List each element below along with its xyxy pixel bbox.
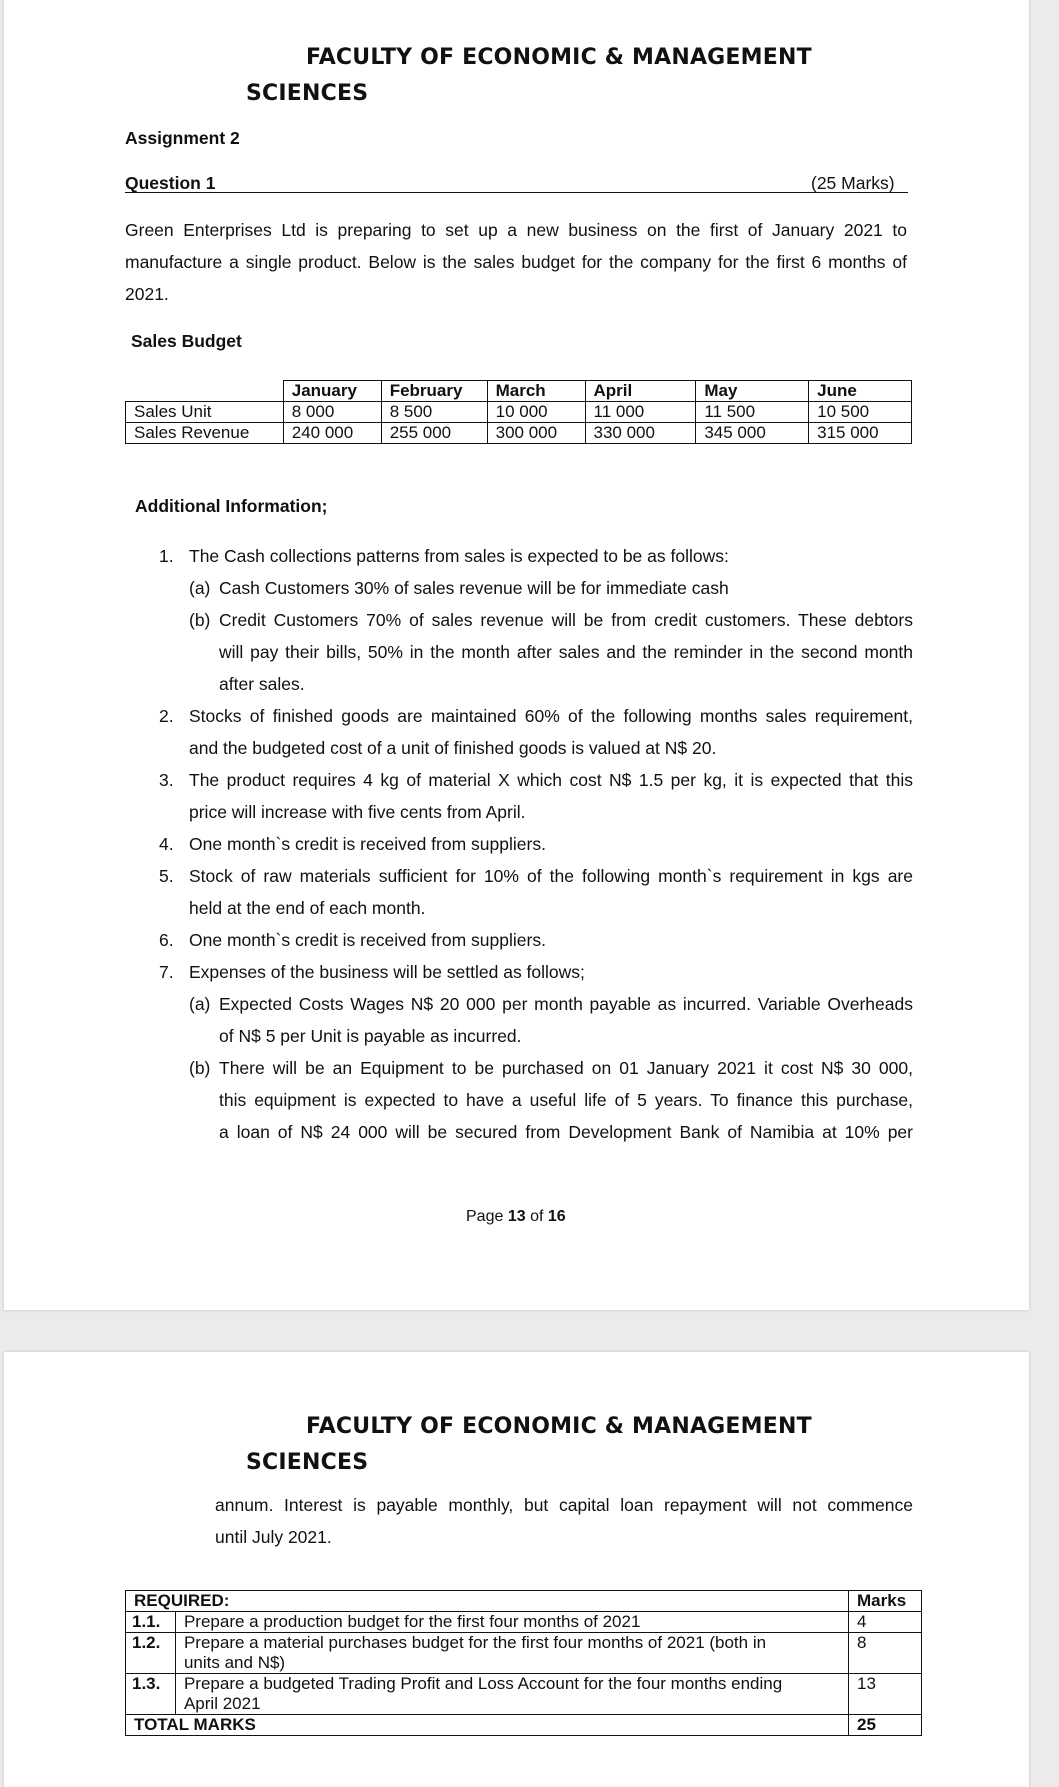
row-label: Sales Unit (126, 402, 284, 423)
list-item-text: Cash Customers 30% of sales revenue will be for immediate cash (219, 578, 729, 598)
table-cell: 11 500 (696, 402, 809, 423)
assignment-title: Assignment 2 (125, 128, 240, 148)
month-header: March (487, 381, 585, 402)
list-item-text: price will increase with five cents from April. (189, 802, 526, 822)
table-cell: 345 000 (696, 423, 809, 444)
page-footer (466, 1208, 566, 1226)
table-row (126, 402, 912, 423)
list-number: 4. (159, 834, 174, 854)
month-header: January (283, 381, 381, 402)
table-row (126, 1674, 922, 1715)
list-item-text: One month`s credit is received from suppliers. (189, 930, 546, 950)
total-pages: 16 (547, 1208, 566, 1225)
question-marks: (25 Marks) (811, 173, 895, 193)
table-cell: 10 500 (809, 402, 912, 423)
requirement-number: 1.1. (126, 1612, 176, 1633)
faculty-heading-line1: FACULTY OF ECONOMIC & MANAGEMENT (306, 45, 812, 70)
table-cell: 330 000 (585, 423, 696, 444)
marks-header: Marks (849, 1591, 922, 1612)
faculty-heading-line2: SCIENCES (246, 1450, 369, 1475)
requirement-text-line1: Prepare a budgeted Trading Profit and Loss Account for the four months ending (183, 1674, 783, 1693)
table-cell: 8 500 (381, 402, 487, 423)
list-number: 2. (159, 706, 174, 726)
row-label: Sales Revenue (126, 423, 284, 444)
requirement-number: 1.3. (126, 1674, 176, 1715)
additional-info-title: Additional Information; (135, 496, 328, 516)
list-item-text: this equipment is expected to have a useful life of 5 years. To finance this purchase, (219, 1090, 913, 1110)
requirement-marks: 8 (849, 1633, 922, 1674)
list-letter: (b) (189, 1058, 211, 1078)
table-row (126, 423, 912, 444)
intro-line-2: manufacture a single product. Below is the sales budget for the company for the first 6 months of (125, 252, 907, 272)
continued-text-line2: until July 2021. (215, 1527, 332, 1547)
list-letter: (b) (189, 610, 211, 630)
faculty-heading-line1: FACULTY OF ECONOMIC & MANAGEMENT (306, 1414, 812, 1439)
document-page-2 (4, 1352, 1029, 1787)
requirement-marks: 13 (849, 1674, 922, 1715)
month-header: February (381, 381, 487, 402)
list-item-text: The Cash collections patterns from sales is expected to be as follows: (189, 546, 729, 566)
table-cell: 8 000 (283, 402, 381, 423)
list-letter: (a) (189, 578, 211, 598)
document-page-1 (4, 0, 1029, 1310)
intro-line-1: Green Enterprises Ltd is preparing to set up a new business on the first of January 2021 to (125, 220, 907, 240)
page-word: Page (466, 1208, 504, 1225)
table-row (126, 1612, 922, 1633)
list-item-text: Credit Customers 70% of sales revenue will be from credit customers. These debtors (219, 610, 913, 630)
requirement-text (175, 1674, 848, 1715)
continued-text-line1: annum. Interest is payable monthly, but capital loan repayment will not commence (215, 1495, 913, 1515)
list-item-text: Stocks of finished goods are maintained 60% of the following months sales requirement, (189, 706, 913, 726)
list-item-text: and the budgeted cost of a unit of finished goods is valued at N$ 20. (189, 738, 717, 758)
list-number: 5. (159, 866, 174, 886)
sales-budget-table (125, 380, 912, 444)
intro-line-3: 2021. (125, 284, 169, 304)
table-cell: 255 000 (381, 423, 487, 444)
list-item-text: of N$ 5 per Unit is payable as incurred. (219, 1026, 522, 1046)
list-number: 1. (159, 546, 174, 566)
required-header: REQUIRED: (126, 1591, 849, 1612)
list-item-text: There will be an Equipment to be purchased on 01 January 2021 it cost N$ 30 000, (219, 1058, 913, 1078)
total-marks: 25 (849, 1715, 922, 1736)
requirement-marks: 4 (849, 1612, 922, 1633)
list-item-text: will pay their bills, 50% in the month after sales and the reminder in the second month (219, 642, 913, 662)
list-item-text: after sales. (219, 674, 305, 694)
table-cell: 10 000 (487, 402, 585, 423)
question-label: Question 1 (125, 173, 216, 193)
requirement-text (175, 1633, 848, 1674)
total-label: TOTAL MARKS (126, 1715, 849, 1736)
list-number: 7. (159, 962, 174, 982)
table-cell: 300 000 (487, 423, 585, 444)
requirement-text-line2: units and N$) (183, 1653, 286, 1672)
list-item-text: held at the end of each month. (189, 898, 426, 918)
list-number: 6. (159, 930, 174, 950)
month-header: May (696, 381, 809, 402)
requirement-number: 1.2. (126, 1633, 176, 1674)
sales-table-header-row (126, 381, 912, 402)
list-letter: (a) (189, 994, 211, 1014)
list-item-text: One month`s credit is received from suppliers. (189, 834, 546, 854)
list-item-text: Expected Costs Wages N$ 20 000 per month payable as incurred. Variable Overheads (219, 994, 913, 1014)
month-header: April (585, 381, 696, 402)
total-row (126, 1715, 922, 1736)
month-header: June (809, 381, 912, 402)
list-item-text: Expenses of the business will be settled as follows; (189, 962, 585, 982)
list-number: 3. (159, 770, 174, 790)
requirement-text-line2: April 2021 (183, 1694, 261, 1713)
sales-budget-title: Sales Budget (131, 331, 242, 351)
table-row (126, 1633, 922, 1674)
required-header-row (126, 1591, 922, 1612)
list-item-text: a loan of N$ 24 000 will be secured from Development Bank of Namibia at 10% per (219, 1122, 913, 1142)
list-item-text: The product requires 4 kg of material X which cost N$ 1.5 per kg, it is expected that this (189, 770, 913, 790)
page-number: 13 (507, 1208, 526, 1225)
requirement-text-line1: Prepare a material purchases budget for the first four months of 2021 (both in (183, 1633, 767, 1652)
faculty-heading-line2: SCIENCES (246, 81, 369, 106)
required-table (125, 1590, 922, 1736)
table-cell: 240 000 (283, 423, 381, 444)
sales-table-corner (126, 381, 284, 402)
requirement-text: Prepare a production budget for the first four months of 2021 (175, 1612, 848, 1633)
of-word: of (530, 1208, 544, 1225)
list-item-text: Stock of raw materials sufficient for 10% of the following month`s requirement in kgs are (189, 866, 913, 886)
question-underline (125, 192, 908, 193)
table-cell: 11 000 (585, 402, 696, 423)
table-cell: 315 000 (809, 423, 912, 444)
